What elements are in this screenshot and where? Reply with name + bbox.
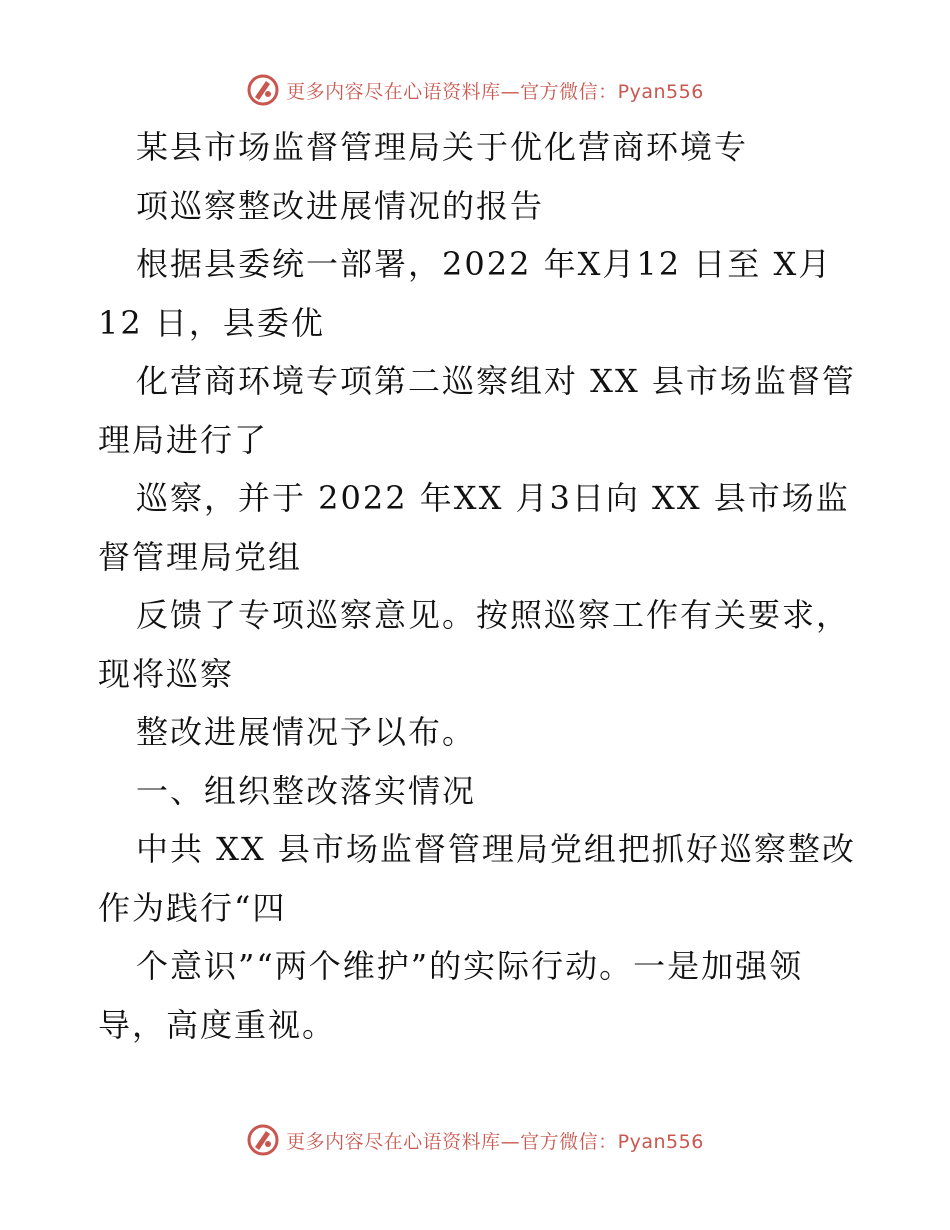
text-line: 中共 XX 县市场监督管理局党组把抓好巡察整改 [136,830,856,868]
text-line: 个意识”“两个维护”的实际行动。一是加强领 [136,947,804,985]
text-line: 化营商环境专项第二巡察组对 XX 县市场监督管 [136,362,856,400]
watermark-text: 更多内容尽在心语资料库—官方微信：Pyan556 [286,1130,704,1153]
text-line: 某县市场监督管理局关于优化营商环境专 [136,128,749,166]
text-line: 根据县委统一部署，2022 年X月12 日至 X月 [136,245,833,283]
text-line: 项巡察整改进展情况的报告 [136,186,545,225]
text-line: 12 日，县委优 [98,303,325,342]
watermark-footer [0,1120,950,1160]
watermark-header [0,70,950,110]
text-line: 现将巡察 [98,654,235,693]
section-heading: 一、组织整改落实情况 [136,771,477,810]
text-line: 巡察，并于 2022 年XX 月3日向 XX 县市场监 [136,479,850,517]
watermark-text: 更多内容尽在心语资料库—官方微信：Pyan556 [286,80,704,103]
text-line: 督管理局党组 [98,537,303,576]
text-line: 整改进展情况予以布。 [136,713,477,751]
text-line: 导，高度重视。 [98,1005,337,1044]
text-line: 反馈了专项巡察意见。按照巡察工作有关要求， [136,596,851,634]
text-line: 理局进行了 [98,420,269,459]
document-body [98,118,858,1054]
text-line: 作为践行“四 [98,888,287,927]
logo-icon [246,1123,280,1157]
logo-icon [246,73,280,107]
